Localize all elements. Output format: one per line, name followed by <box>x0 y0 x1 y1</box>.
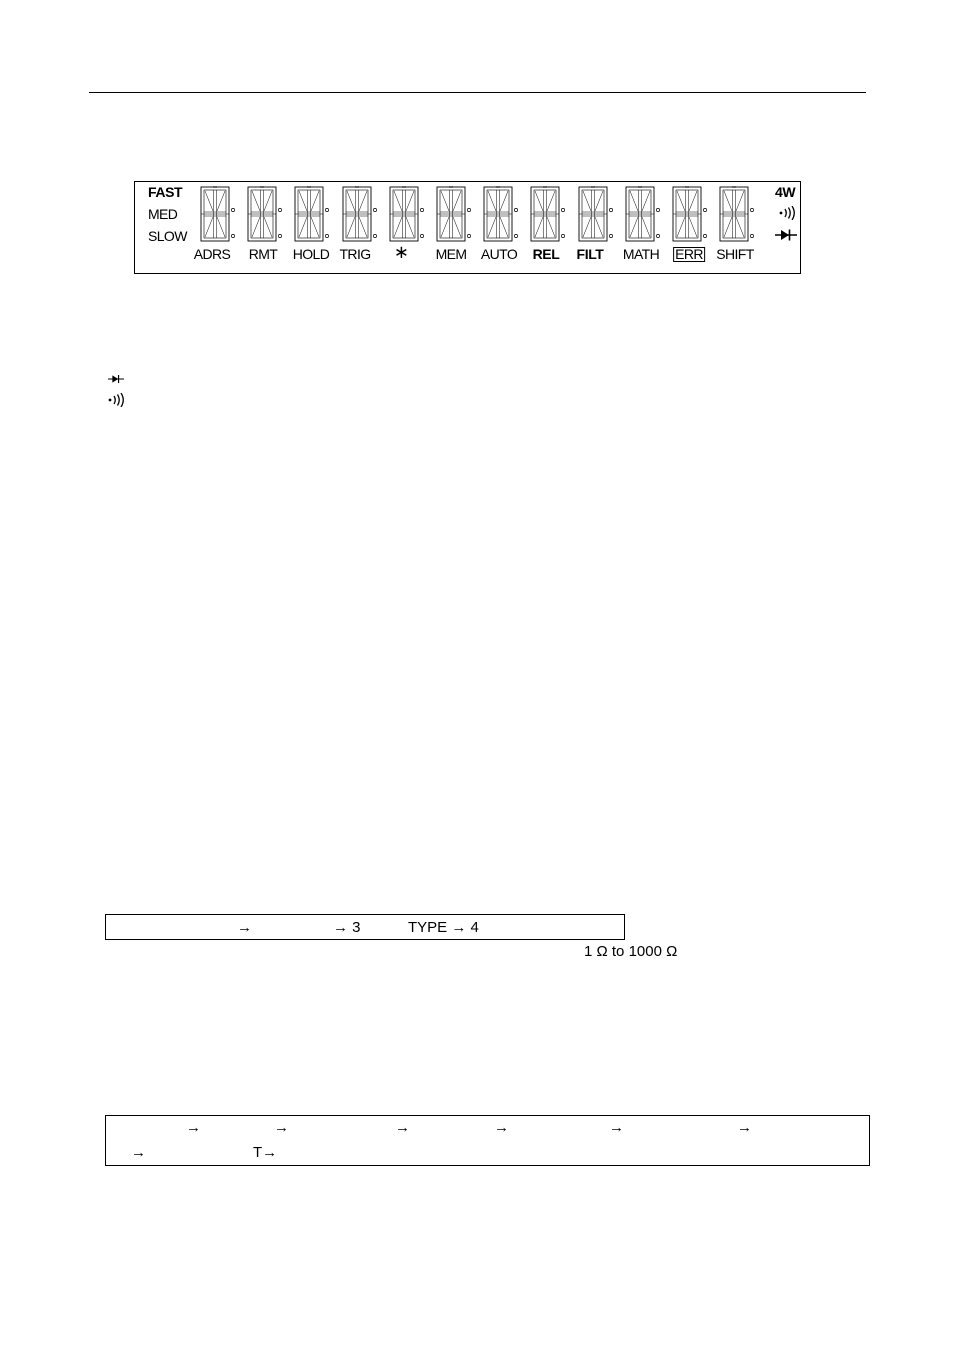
diode-icon <box>108 373 124 385</box>
diode-icon <box>775 229 797 241</box>
annunciator-hold: HOLD <box>292 246 330 262</box>
lcd-digit-cell <box>529 186 565 242</box>
menu-arrow: → <box>237 919 252 936</box>
lcd-digit-cell <box>624 186 660 242</box>
lcd-digit-cell <box>388 186 424 242</box>
menu-arrow: → <box>609 1119 624 1136</box>
annunciator-math: MATH <box>622 246 660 262</box>
menu-path-box-2 <box>105 1115 870 1166</box>
annunciator-mem: MEM <box>435 246 467 262</box>
speed-label-fast: FAST <box>148 184 183 200</box>
range-note: 1 Ω to 1000 Ω <box>584 943 678 960</box>
lcd-digit-cell <box>577 186 613 242</box>
annunciator-trig: TRIG <box>339 246 371 262</box>
err-box: ERR <box>675 246 703 262</box>
lcd-digit-cell <box>671 186 707 242</box>
annunciator-auto: AUTO <box>480 246 518 262</box>
menu-arrow: → <box>186 1119 201 1136</box>
menu-step-type: TYPE → 4 <box>408 919 479 936</box>
annunciator-shift: SHIFT <box>716 246 754 262</box>
menu-path-box-1 <box>105 914 625 940</box>
lcd-digit-cell <box>199 186 235 242</box>
menu-arrow: → <box>737 1119 752 1136</box>
header-rule <box>89 92 866 93</box>
annunciator-rmt: RMT <box>248 246 278 262</box>
menu-step-t: T→ <box>253 1144 278 1161</box>
speed-label-slow: SLOW <box>148 228 187 244</box>
menu-arrow: → <box>494 1119 509 1136</box>
lcd-digit-cell <box>482 186 518 242</box>
lcd-digit-cell <box>246 186 282 242</box>
continuity-icon <box>108 393 126 407</box>
four-wire-label: 4W <box>775 184 796 200</box>
annunciator-err <box>673 246 705 262</box>
speed-label-med: MED <box>148 206 178 222</box>
lcd-digit-cell <box>718 186 754 242</box>
lcd-digit-cell <box>435 186 471 242</box>
continuity-icon <box>779 206 797 220</box>
menu-arrow: → <box>131 1144 146 1161</box>
menu-arrow: → <box>274 1119 289 1136</box>
lcd-display-panel <box>134 181 801 274</box>
annunciator-filt: FILT <box>576 246 604 262</box>
annunciator-rel: REL <box>532 246 560 262</box>
lcd-digit-cell <box>293 186 329 242</box>
annunciator-star: ∗ <box>393 242 409 262</box>
annunciator-adrs: ADRS <box>193 246 231 262</box>
menu-step-3: → 3 <box>333 919 361 936</box>
menu-arrow: → <box>395 1119 410 1136</box>
lcd-digit-cell <box>341 186 377 242</box>
